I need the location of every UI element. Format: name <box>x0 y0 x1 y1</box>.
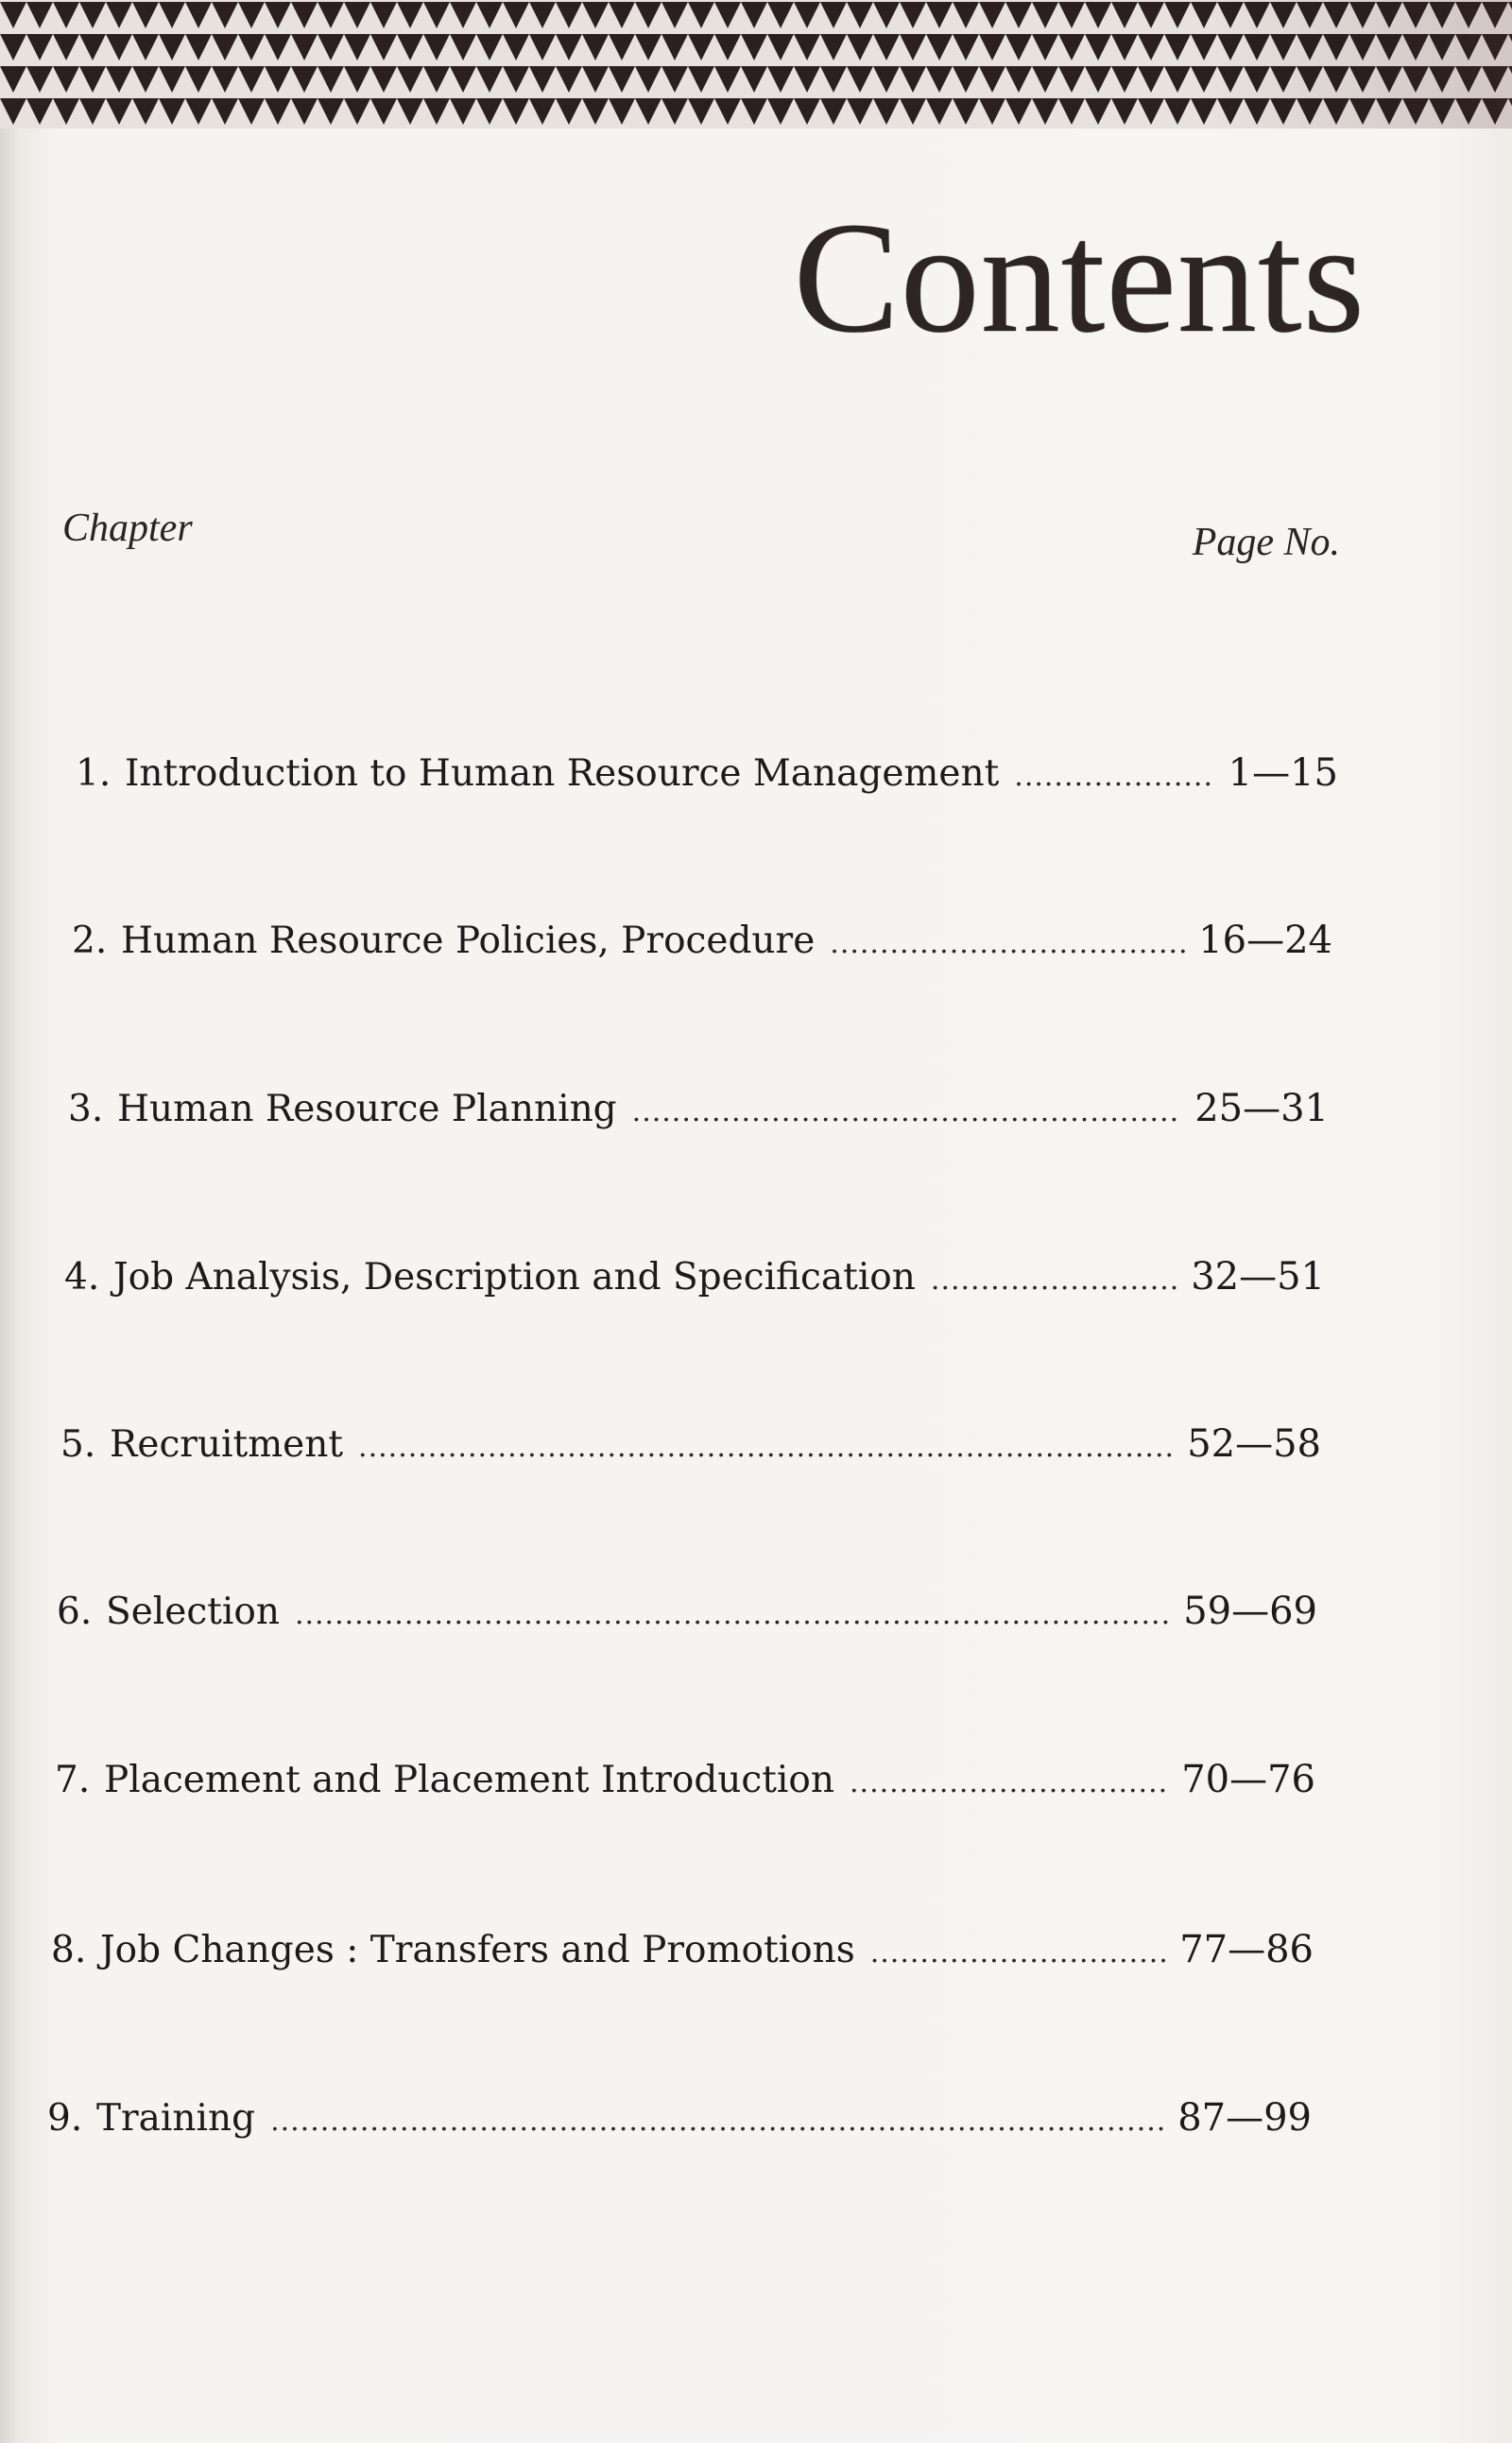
toc-entry[interactable] <box>76 751 1338 795</box>
chapter-title: Human Resource Policies, Procedure <box>121 920 816 962</box>
dot-leader <box>295 1598 1170 1631</box>
page-title: Contents <box>793 190 1366 366</box>
dot-leader <box>632 1095 1182 1128</box>
chapter-number: 2. <box>72 920 108 962</box>
dot-leader <box>850 1766 1168 1799</box>
toc-entry[interactable] <box>60 1422 1321 1466</box>
chapter-title: Introduction to Human Resource Management <box>125 752 1000 795</box>
page-range: 1—15 <box>1228 751 1338 795</box>
chapter-column-heading: Chapter <box>62 507 193 550</box>
chapter-number: 8. <box>51 1929 87 1971</box>
dot-leader <box>270 2105 1164 2138</box>
toc-entry[interactable] <box>55 1758 1315 1801</box>
dot-leader <box>870 1936 1166 1970</box>
chapter-title: Job Analysis, Description and Specification <box>113 1256 916 1299</box>
chapter-number: 9. <box>47 2097 83 2140</box>
chapter-title: Job Changes : Transfers and Promotions <box>100 1929 855 1971</box>
chapter-number: 7. <box>55 1759 91 1801</box>
dot-leader <box>358 1431 1174 1464</box>
toc-entry[interactable] <box>51 1928 1314 1971</box>
page-number-column-heading: Page No. <box>1192 521 1340 564</box>
chapter-title: Placement and Placement Introduction <box>104 1759 834 1801</box>
dot-leader <box>1014 760 1214 793</box>
toc-entry[interactable] <box>47 2096 1312 2140</box>
chapter-title: Recruitment <box>110 1423 344 1466</box>
chapter-number: 3. <box>68 1088 104 1130</box>
toc-entry[interactable] <box>68 1087 1329 1130</box>
chapter-number: 5. <box>60 1423 96 1466</box>
toc-entry[interactable] <box>72 919 1332 962</box>
chapter-number: 4. <box>64 1256 100 1299</box>
page-range: 87—99 <box>1177 2096 1312 2140</box>
dot-leader <box>931 1264 1177 1297</box>
toc-entry[interactable] <box>64 1255 1325 1299</box>
page-range: 77—86 <box>1179 1928 1314 1971</box>
page-range: 16—24 <box>1198 919 1332 962</box>
page-range: 32—51 <box>1191 1255 1325 1299</box>
toc-entry[interactable] <box>57 1590 1317 1633</box>
chapter-number: 1. <box>76 752 112 795</box>
chapter-number: 6. <box>57 1591 93 1633</box>
page-range: 52—58 <box>1187 1422 1321 1466</box>
page-range: 70—76 <box>1181 1758 1315 1801</box>
page-range: 59—69 <box>1183 1590 1317 1633</box>
chapter-title: Selection <box>106 1591 280 1633</box>
page-range: 25—31 <box>1194 1087 1329 1130</box>
dot-leader <box>830 927 1185 960</box>
chapter-title: Human Resource Planning <box>117 1088 617 1130</box>
chapter-title: Training <box>96 2097 256 2140</box>
